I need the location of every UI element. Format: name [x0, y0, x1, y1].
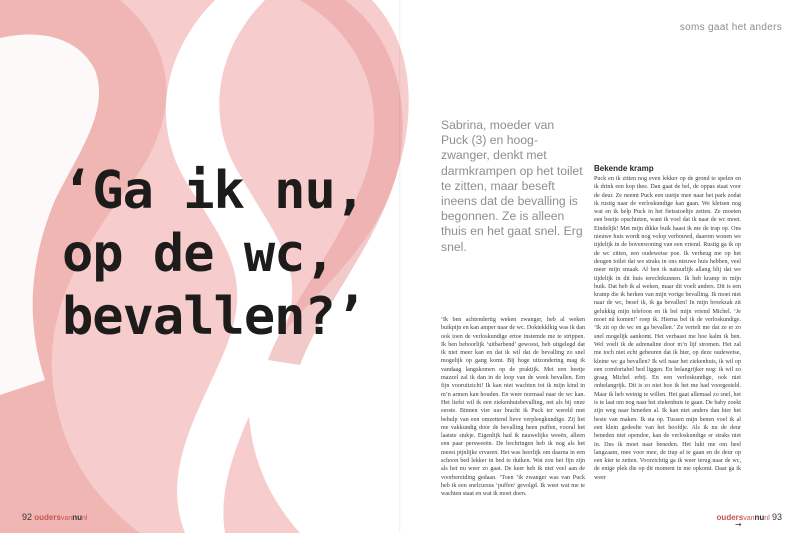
brand-small-right: van	[743, 515, 755, 522]
body-column-left: ‘Ik ben achtendertig weken zwanger, heb al weken buikpijn en kan amper naar de wc. Doktekklkig was ik dan ook toen de verloskundige ertoe instemde me te strippen. Ik ben behoorlijk ‘uitbarbend’ gewoest, heb uitgelegd dat ik niet meer kan en dat ik wil dat de bevalling zo snel mogelijk op gang komt. Bij hoge uitzondering mag ik vandaag langskomen op de praktijk. Met een beetje mazzel zal ik dan in de loop van de week bevallen. Een fijn vooruitzicht! Ik kan niet wachten tot ik mijn kind in m’n armen kan houden. En weer normaal naar de wc kan. Het liefst wil ik een ziekenhuisbevalling, net als bij onze eerste. Binnen vier uur bracht ik Puck ter wereld met behulp van een omzettend lieve verpleegkundige. Zij liet me vakkundig door de bevalling heen puffen, vooral het laatste stukje. Eigenlijk had ik nauwelijks weeën, alleen een paar persweeën. De bechringen heb ik nog als het meest pijnlijke ervaren. Het was heerlijk om daarna in een schoon bed lekker in bed te duiken. Wat zou het fijn zijn als het nu weer zo gaat. De keer heb ik niet veel aan de voorbereiding gedaan. ‘Toen ’ik zwanger was van Puck heb ik een snelcursus ‘puffen’ gevolgd. Ik weet wat me te wachten staat en wat ik moet doen.	[441, 317, 585, 498]
continue-arrow-icon: ➞	[735, 520, 742, 529]
headline-line-1: ‘Ga ik nu,	[62, 161, 366, 221]
brand-suffix-right: nl	[764, 515, 770, 522]
body-column-right-text: Puck en ik zitten nog even lekker op de grond te spelen en ik drink een kop thee. Dan gaat de bel, de oppas staat voor de deur. Ze neemt Puck een uurtje mee naar het park zodat ik rustig naar de verloskundige kan gaan. We kletsen nog wat en ik help Puck in het fietsstoeltje zetten. Ze moeten een beetje opschieten, want ik voel dat ik naar de wc moet. Eindelijk! Met mijn dikke buik haast ik me de trap op. Ons nieuwe huis wordt nog volop verbouwd, daarom wonen we tijdelijk in de bovenwoning van een vriend. Rustig ga ik op de wc zitten, een oudewetse poe. Ik verheug me op het deugen toilet dat we straks in ons nieuwe huis hebben, veel meer mijn smaak. Al ben ik natuurlijk allang blij dat we tijdelijk in dit huis terechtkunnen. Ik heb kramp in mijn buik. Dat heb ik al weken, maar dit voelt anders. Dit is een kramp die ik herken van mijn vorige bevalling. Ik moet niet naar de wc, besef ik, ik ga bevallen! In mijn broekzak zit gelukkig mijn telefoon en ik bel mijn vriend Michel. ‘Je moet nú komen!’ roep ik. Hierna bel ik de verloskundige. ‘Ik zit op de wc en ga bevallen.’ Ze vertelt me dat ze er zo snel mogelijk aankomt. Het verbaast me hoe kalm ik ben. Wel voelt ik de adrenaline door m’n lijf stromen. Het zal me toch niet echt gebeuren dat ik hier, op deze oudewetse, kleine wc ga bevallen? Ik wil naar het ziekenhuis, ik wil op een comfortabel bed liggen. En belangrijker nog: ik wil zo graag Michel erbij. En een verloskundige, ook niet onbelangrijk. Dit is zo niet hoe ik het me had voorgesteld. Maar ik heb weinig te willen. Het gaat allemaal zo snel, het is te laat om nog naar het ziekenhuis te gaan. De baby zoekt zijn weg naar beneden al. Ik kan niet anders dan hier het beste van maken. Ik sta op. Tussen mijn benen voel ik al een klein gedeelte van het hoofdje. Als ik nu de deur beneden niet opendoe, kan de verloskundige er straks niet in. Dus ik moet naar beneden. Het lukt me om heel langzaam, mee voor mee, de trap af te gaan en de deur op een kier te zetten. Voorzichtig ga ik weer terug naar de wc, de enige plek die op dit moment in me opkomt. Daar ga ik weer	[594, 176, 741, 481]
section-label: soms gaat het anders	[679, 22, 782, 33]
subheading: Bekende kramp	[594, 164, 654, 173]
brand-name-right: ouders	[716, 513, 744, 522]
headline	[62, 160, 442, 349]
brand-name-left: ouders	[34, 513, 61, 522]
brand-suffix-left: nl	[82, 515, 88, 522]
brand-highlight-right: nu	[754, 513, 765, 522]
folio-right	[717, 512, 782, 522]
headline-line-2: op de wc,	[62, 224, 335, 284]
brand-small-left: van	[60, 515, 73, 522]
body-column-right	[594, 164, 741, 524]
page-number-left: 92	[22, 512, 33, 522]
folio-left	[22, 512, 87, 522]
brand-highlight-left: nu	[72, 513, 82, 522]
intro-paragraph: Sabrina, moeder van Puck (3) en hoog-zwanger, denkt met darmkrampen op het toilet te zitten, maar beseft ineens dat de bevalling is begonnen. Ze is alleen thuis en het gaat snel. Erg snel.	[441, 118, 583, 254]
headline-line-3: bevallen?’	[62, 287, 366, 347]
page-number-right: 93	[771, 512, 782, 522]
